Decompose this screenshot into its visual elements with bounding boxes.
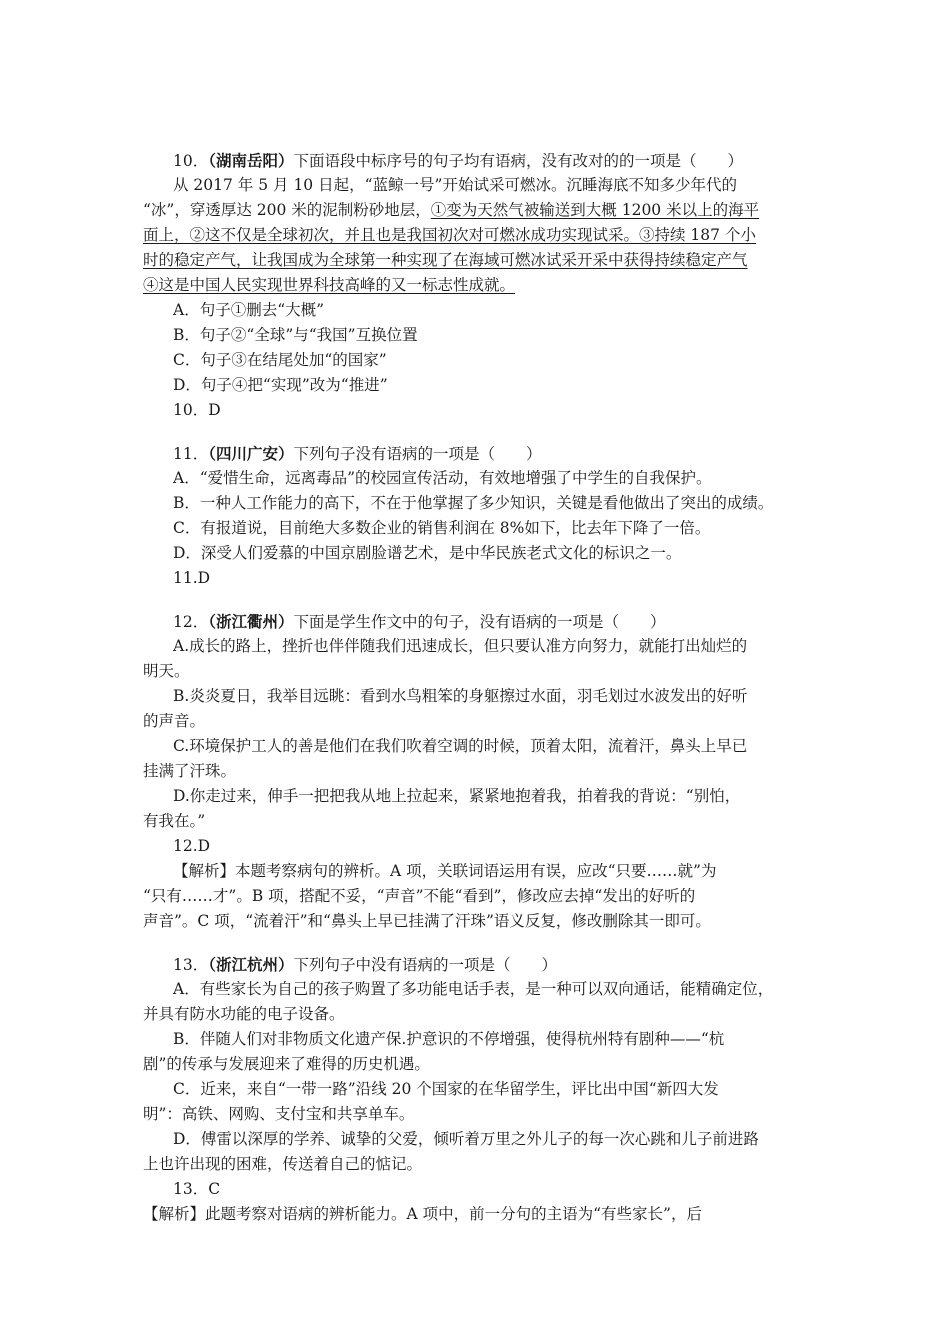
answer: 13．C: [173, 1180, 221, 1198]
option-a: A．有些家长为自己的孩子购置了多功能电话手表，是一种可以双向通话，能精确定位，: [173, 980, 774, 998]
question-11: [173, 441, 813, 591]
underlined-sentence: ④这是中国人民实现世界科技高峰的又一标志性成就。: [143, 276, 516, 294]
option-d-cont: 上也许出现的困难，传送着自己的惦记。: [143, 1155, 423, 1173]
option-c: C．有报道说，目前绝大多数企业的销售利润在 8%如下，比去年下降了一倍。: [173, 519, 711, 537]
option-b: B.炎炎夏日，我举目远眺：看到水鸟粗笨的身躯擦过水面，羽毛划过水波发出的好听: [173, 687, 748, 705]
option-a: A．句子①删去“大概”: [173, 301, 325, 319]
underlined-sentence: ①变为天然气被输送到大概 1200 米以上的海平: [430, 201, 760, 219]
passage-line: “冰”，穿透厚达 200 米的泥制粉砂地层，①变为天然气被输送到大概 1200 米以上的海平: [143, 201, 760, 219]
question-text: 下列句子没有语病的一项是（ ）: [293, 445, 542, 463]
question-number: 12．: [173, 613, 209, 631]
option-c-cont: 挂满了汗珠。: [143, 762, 237, 780]
question-number: 13．: [173, 956, 209, 974]
option-c-cont: 明”：高铁、网购、支付宝和共享单车。: [143, 1105, 415, 1123]
question-stem: [173, 609, 813, 634]
question-12: [143, 609, 813, 934]
question-text: 下面是学生作文中的句子，没有语病的一项是（ ）: [293, 613, 666, 631]
analysis: 【解析】此题考察对语病的辨析能力。A 项中，前一分句的主语为“有些家长”，后: [143, 1205, 702, 1223]
option-d: D．深受人们爱慕的中国京剧脸谱艺术，是中华民族老式文化的标识之一。: [173, 544, 682, 562]
option-d: D.你走过来，伸手一把把我从地上拉起来，紧紧地抱着我，拍着我的背说：“别怕，: [173, 787, 741, 805]
question-source: （浙江衢州）: [208, 612, 294, 631]
option-a-cont: 明天。: [143, 662, 190, 680]
option-b-cont: 的声音。: [143, 712, 206, 730]
passage-line: [143, 223, 813, 248]
answer: 12.D: [173, 837, 211, 855]
question-stem: [173, 148, 813, 173]
analysis-tag: 【解析】: [173, 862, 236, 880]
option-a: A.成长的路上，挫折也伴伴随我们迅速成长，但只要认准方向努力，就能打出灿烂的: [173, 637, 748, 655]
question-13: [143, 952, 813, 1227]
option-d: D．句子④把“实现”改为“推进”: [173, 376, 388, 394]
underlined-sentence: 时的稳定产气，让我国成为全球第一种实现了在海域可燃冰试采开采中获得持续稳定产气: [143, 251, 748, 269]
option-d: D．傅雷以深厚的学养、诚挚的父爱，倾听着万里之外儿子的每一次心跳和儿子前进路: [173, 1130, 759, 1148]
question-source: （浙江杭州）: [208, 955, 294, 974]
option-c: C．近来，来自“一带一路”沿线 20 个国家的在华留学生，评比出中国“新四大发: [173, 1080, 719, 1098]
document-body: [143, 148, 813, 1227]
question-text: 下列句子中没有语病的一项是（ ）: [293, 956, 558, 974]
option-b: B．句子②“全球”与“我国”互换位置: [173, 326, 418, 344]
option-c: C．句子③在结尾处加“的国家”: [173, 351, 387, 369]
option-a-cont: 并具有防水功能的电子设备。: [143, 1005, 345, 1023]
passage-line: [143, 273, 813, 298]
passage-line: [143, 248, 813, 273]
question-stem: [173, 441, 813, 466]
option-d-cont: 有我在。”: [143, 812, 206, 830]
analysis: 【解析】本题考察病句的辨析。A 项，关联词语运用有误，应改“只要……就”为: [173, 862, 717, 880]
passage-line: 从 2017 年 5 月 10 日起，“蓝鲸一号”开始试采可燃冰。沉睡海底不知多少年代的: [173, 176, 737, 194]
answer: 11.D: [173, 569, 211, 587]
question-number: 10．: [173, 152, 209, 170]
option-b: B．伴随人们对非物质文化遗产保.护意识的不停增强，使得杭州特有剧种——“杭: [173, 1030, 725, 1048]
analysis-line: “只有……才”。B 项，搭配不妥，“声音”不能“看到”，修改应去掉“发出的好听的: [143, 887, 696, 905]
question-text: 下面语段中标序号的句子均有语病，没有改对的的一项是（ ）: [293, 152, 744, 170]
question-source: （四川广安）: [208, 444, 294, 463]
option-a: A．“爱惜生命，远离毒品”的校园宣传活动，有效地增强了中学生的自我保护。: [173, 469, 712, 487]
option-b: B．一种人工作能力的高下，不在于他掌握了多少知识，关键是看他做出了突出的成绩。: [173, 494, 774, 512]
analysis-line: 声音”。C 项，“流着汗”和“鼻头上早已挂满了汗珠”语义反复，修改删除其一即可。: [143, 912, 711, 930]
question-number: 11．: [173, 445, 209, 463]
question-stem: [173, 952, 813, 977]
answer: 10．D: [173, 401, 221, 419]
option-c: C.环境保护工人的善是他们在我们吹着空调的时候，顶着太阳，流着汗，鼻头上早已: [173, 737, 748, 755]
question-source: （湖南岳阳）: [208, 151, 294, 170]
analysis-tag: 【解析】: [143, 1205, 206, 1223]
question-10: [143, 148, 813, 423]
option-b-cont: 剧”的传承与发展迎来了难得的历史机遇。: [143, 1055, 430, 1073]
underlined-sentence: 面上，②这不仅是全球初次，并且也是我国初次对可燃冰成功实现试采。③持续 187 个小: [143, 226, 756, 244]
